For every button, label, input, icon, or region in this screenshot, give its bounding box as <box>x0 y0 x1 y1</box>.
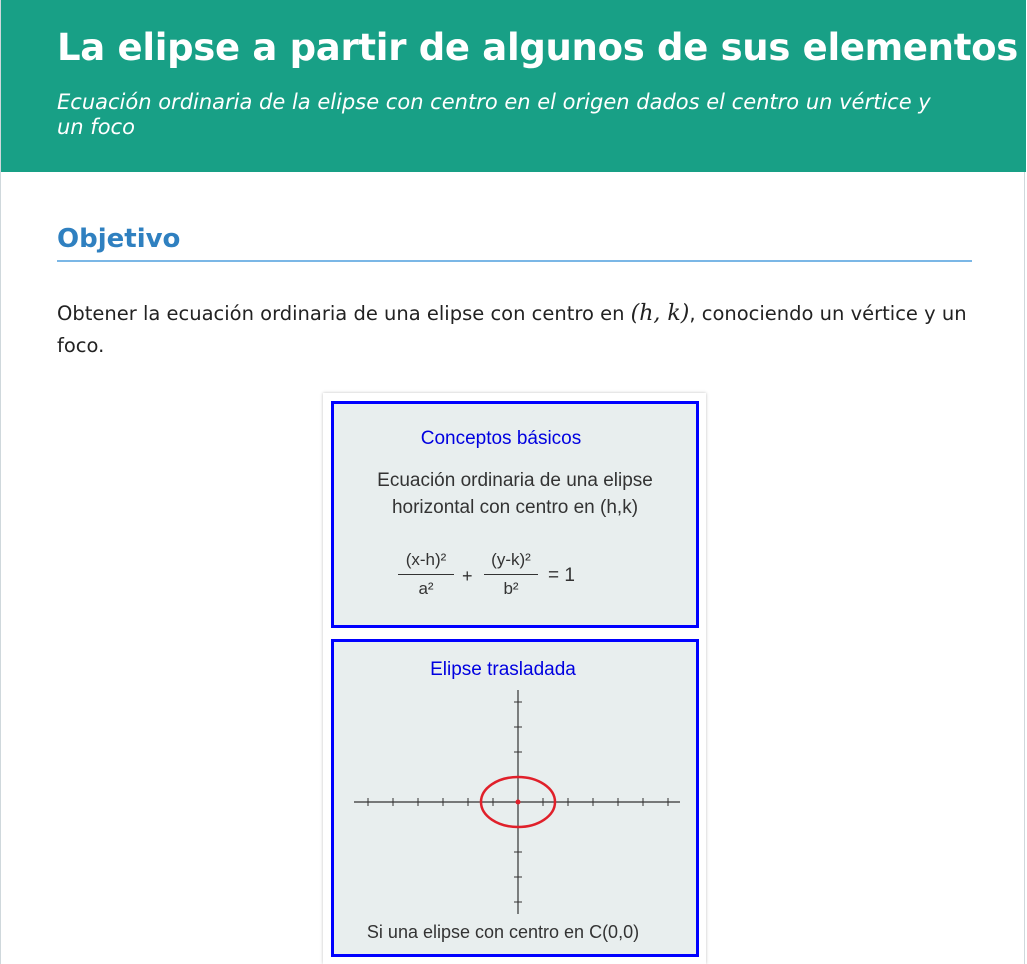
ellipse-center-point[interactable] <box>516 800 521 805</box>
objective-text-start: Obtener la ecuación ordinaria de una elipse con centro en <box>57 302 631 325</box>
ellipse-equation <box>334 550 696 610</box>
fraction-x-denominator: a² <box>418 579 434 598</box>
coordinate-graph[interactable] <box>350 684 682 916</box>
equals-one: = 1 <box>548 565 575 586</box>
section-title: Objetivo <box>57 224 181 254</box>
objective-math: (h, k) <box>630 301 690 326</box>
translated-ellipse-caption: Si una elipse con centro en C(0,0) <box>366 922 640 942</box>
fraction-x-bar <box>398 574 454 575</box>
fraction-y-denominator: b² <box>503 579 519 598</box>
concepts-description-line-2: horizontal con centro en (h,k) <box>391 497 639 518</box>
page-title: La elipse a partir de algunos de sus elementos <box>57 26 1018 69</box>
fraction-x-numerator: (x-h)² <box>405 550 447 569</box>
objective-paragraph <box>57 298 977 362</box>
objective-text-end: , conociendo un vértice y un foco. <box>57 302 967 357</box>
concepts-panel <box>331 401 699 628</box>
fraction-x-term <box>398 550 454 599</box>
page-subtitle: Ecuación ordinaria de la elipse con centro en el origen dados el centro un vértice y un foco <box>57 90 931 139</box>
fraction-y-term <box>484 550 538 599</box>
translated-ellipse-title: Elipse trasladada <box>430 659 576 680</box>
concepts-panel-title: Conceptos básicos <box>420 428 582 449</box>
translated-ellipse-panel <box>331 639 699 957</box>
concepts-description-line-1: Ecuación ordinaria de una elipse <box>377 470 653 491</box>
page-header <box>1 0 1026 172</box>
section-divider <box>57 260 972 262</box>
plus-sign: + <box>462 566 473 586</box>
concepts-description <box>334 467 696 521</box>
fraction-y-bar <box>484 574 538 575</box>
fraction-y-numerator: (y-k)² <box>491 550 531 569</box>
